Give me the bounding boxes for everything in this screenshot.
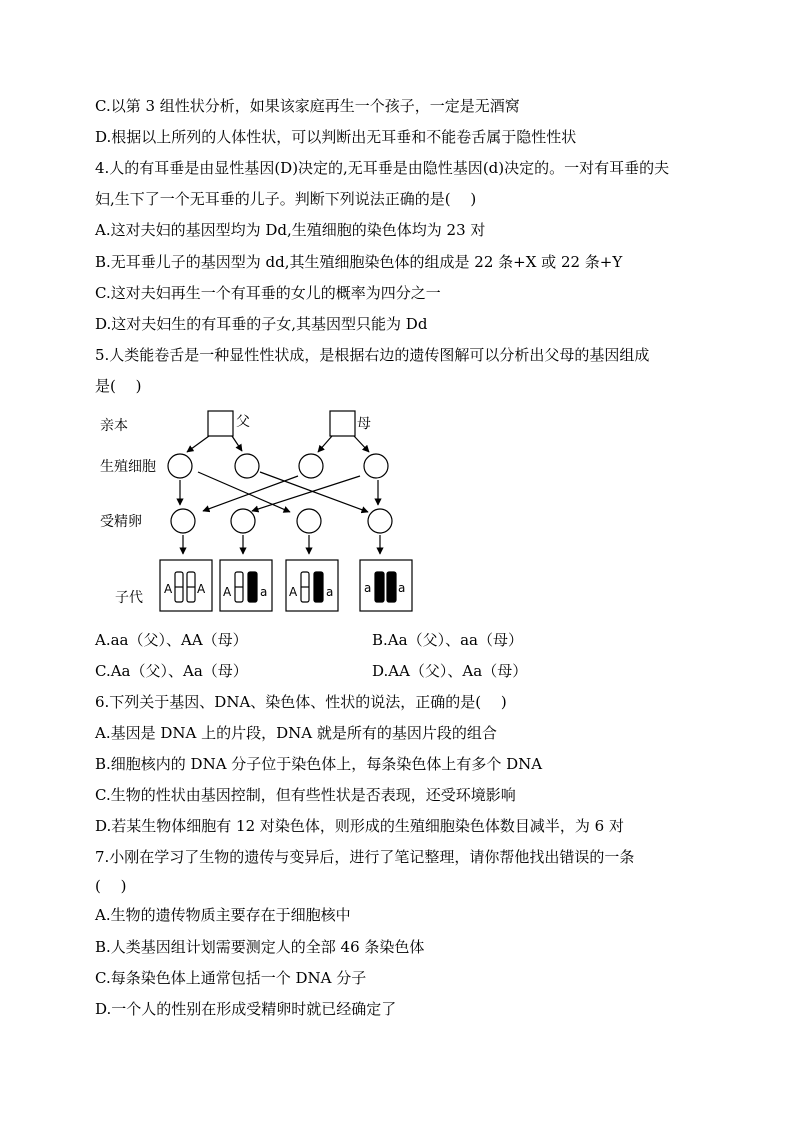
line-q7-2: ( ) — [95, 877, 127, 895]
line-q6d: D.若某生物体细胞有 12 对染色体，则形成的生殖细胞染色体数目减半，为 6 对 — [95, 817, 624, 835]
allele-label: A — [289, 585, 298, 599]
gamete-circle — [299, 454, 323, 478]
allele-label: A — [197, 582, 206, 596]
label-father: 父 — [236, 414, 250, 430]
line-q4c: C.这对夫妇再生一个有耳垂的女儿的概率为四分之一 — [95, 284, 441, 302]
line-q3c: C.以第 3 组性状分析，如果该家庭再生一个孩子，一定是无酒窝 — [95, 97, 520, 115]
zygote-circle — [231, 509, 255, 533]
allele-label: a — [398, 581, 406, 595]
line-q7a: A.生物的遗传物质主要存在于细胞核中 — [95, 906, 351, 924]
allele-label: a — [260, 585, 268, 599]
father-square — [208, 411, 233, 436]
gamete-circle — [235, 454, 259, 478]
line-q6a: A.基因是 DNA 上的片段，DNA 就是所有的基因片段的组合 — [95, 724, 497, 742]
line-q4-2: 妇,生下了一个无耳垂的儿子。判断下列说法正确的是( ) — [95, 190, 477, 208]
line-q5-1: 5.人类能卷舌是一种显性性状成，是根据右边的遗传图解可以分析出父母的基因组成 — [95, 346, 650, 364]
chromosome — [314, 572, 323, 602]
line-q5-2: 是( ) — [95, 377, 142, 395]
allele-label: A — [223, 585, 232, 599]
option-q5a: A.aa（父）、AA（母） — [95, 631, 248, 649]
line-q4d: D.这对夫妇生的有耳垂的子女,其基因型只能为 Dd — [95, 315, 428, 333]
line-q7c: C.每条染色体上通常包括一个 DNA 分子 — [95, 969, 367, 987]
allele-label: A — [164, 582, 173, 596]
label-zygote: 受精卵 — [100, 514, 142, 530]
allele-label: a — [364, 581, 372, 595]
label-parent: 亲本 — [100, 418, 128, 434]
line-q6c: C.生物的性状由基因控制，但有些性状是否表现，还受环境影响 — [95, 786, 516, 804]
line-q3d: D.根据以上所列的人体性状，可以判断出无耳垂和不能卷舌属于隐性性状 — [95, 128, 577, 146]
line-q6b: B.细胞核内的 DNA 分子位于染色体上，每条染色体上有多个 DNA — [95, 755, 543, 773]
gamete-circle — [364, 454, 388, 478]
chromosome — [387, 572, 396, 602]
option-q5c: C.Aa（父）、Aa（母） — [95, 662, 248, 680]
chromosome — [248, 572, 257, 602]
allele-label: a — [326, 585, 334, 599]
option-q5b: B.Aa（父）、aa（母） — [372, 631, 523, 649]
line-q4a: A.这对夫妇的基因型均为 Dd,生殖细胞的染色体均为 23 对 — [95, 221, 486, 239]
genetics-diagram — [95, 405, 425, 620]
line-q7-1: 7.小刚在学习了生物的遗传与变异后，进行了笔记整理，请你帮他找出错误的一条 — [95, 848, 635, 866]
zygote-circle — [171, 509, 195, 533]
gamete-circle — [168, 454, 192, 478]
mother-square — [330, 411, 355, 436]
line-q6: 6.下列关于基因、DNA、染色体、性状的说法，正确的是( ) — [95, 693, 507, 711]
chromosome — [375, 572, 384, 602]
line-q7b: B.人类基因组计划需要测定人的全部 46 条染色体 — [95, 938, 425, 956]
line-q4b: B.无耳垂儿子的基因型为 dd,其生殖细胞染色体的组成是 22 条+X 或 22 条+Y — [95, 253, 623, 271]
line-q7d: D.一个人的性别在形成受精卵时就已经确定了 — [95, 1000, 397, 1018]
label-offspring: 子代 — [115, 590, 143, 606]
zygote-circle — [297, 509, 321, 533]
label-mother: 母 — [357, 416, 371, 432]
option-q5d: D.AA（父）、Aa（母） — [372, 662, 528, 680]
label-gamete: 生殖细胞 — [100, 459, 156, 475]
zygote-circle — [368, 509, 392, 533]
line-q4-1: 4.人的有耳垂是由显性基因(D)决定的,无耳垂是由隐性基因(d)决定的。一对有耳垂的夫 — [95, 159, 670, 177]
